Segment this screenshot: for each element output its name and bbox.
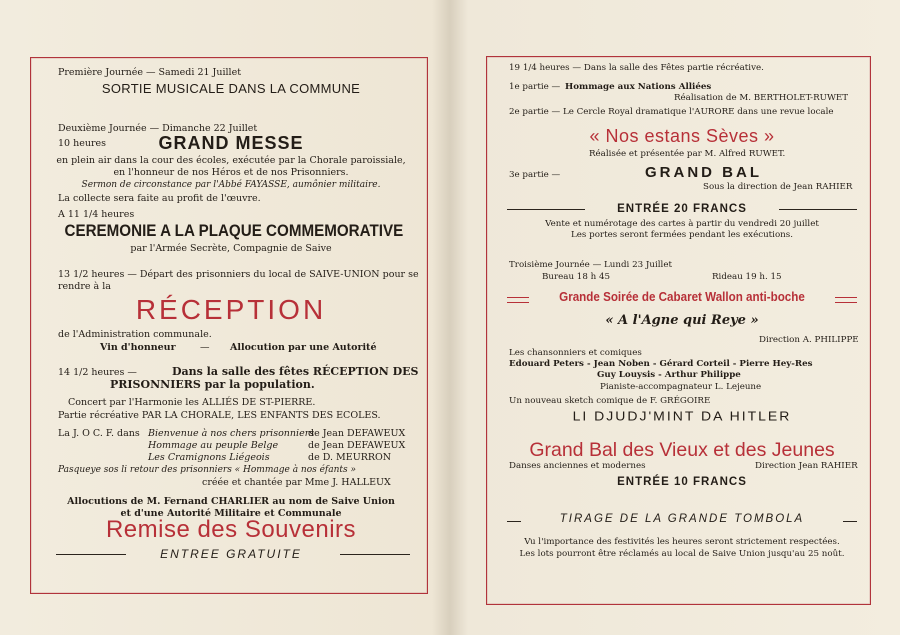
- red-double-rule: [835, 297, 857, 303]
- sketch-line: Un nouveau sketch comique de F. GRÉGOIRE: [509, 396, 711, 406]
- song-author: de D. MEURRON: [308, 452, 392, 463]
- creee-line: créée et chantée par Mme J. HALLEUX: [202, 477, 391, 488]
- collecte-line: La collecte sera faite au profit de l'œuvre.: [58, 193, 261, 204]
- vente-line-2: Les portes seront fermées pendant les exécutions.: [571, 230, 793, 240]
- day1-line: Première Journée — Samedi 21 Juillet: [58, 67, 242, 78]
- song-author: de Jean DEFAWEUX: [308, 440, 406, 451]
- performers-line-1: Edouard Peters - Jean Noben - Gérard Corteil - Pierre Hey-Res: [509, 359, 813, 369]
- hour-19-line: 19 1/4 heures — Dans la salle des Fêtes partie récréative.: [509, 63, 764, 73]
- song-title: Les Cramignons Liégeois: [148, 452, 270, 463]
- grand-bal-title: GRAND BAL: [645, 164, 762, 181]
- agne-title: « A l'Agne qui Reye »: [605, 313, 759, 328]
- partie-1-realisation: Réalisation de M. BERTHOLET-RUWET: [674, 93, 849, 103]
- vin-honneur: Vin d'honneur: [100, 342, 176, 353]
- grand-bal-direction: Sous la direction de Jean RAHIER: [703, 182, 853, 192]
- messe-desc-1: en plein air dans la cour des écoles, exécutée par la Chorale paroissiale,: [56, 155, 406, 166]
- soiree-cabaret-title: Grande Soirée de Cabaret Wallon anti-boche: [559, 290, 805, 304]
- hour-14: 14 1/2 heures —: [58, 367, 137, 378]
- nos-estans-title: « Nos estans Sèves »: [589, 126, 775, 146]
- allocutions-line-2: et d'une Autorité Militaire et Communale: [120, 508, 342, 519]
- reception-title: RÉCEPTION: [135, 294, 327, 325]
- vu-line-2: Les lots pourront être réclamés au local de Saive Union jusqu'au 25 noût.: [519, 549, 845, 559]
- divider-right: [843, 521, 857, 522]
- sortie-musicale: SORTIE MUSICALE DANS LA COMMUNE: [101, 81, 361, 96]
- bureau-time: Bureau 18 h 45: [542, 272, 611, 282]
- remise-souvenirs-title: Remise des Souvenirs: [105, 516, 357, 543]
- rideau-time: Rideau 19 h. 15: [712, 272, 782, 282]
- pianiste-line: Pianiste-accompagnateur L. Lejeune: [600, 382, 762, 392]
- pasqueye-line: Pasqueye sos li retour des prisonniers « Hommage à nos éfants »: [58, 465, 357, 475]
- tombola-title: TIRAGE DE LA GRANDE TOMBOLA: [559, 513, 805, 525]
- ten-hours: 10 heures: [58, 138, 107, 149]
- vente-line-1: Vente et numérotage des cartes à partir du vendredi 20 juillet: [545, 219, 819, 229]
- entree-10-francs: ENTRÉE 10 FRANCS: [617, 476, 747, 488]
- divider-right: [340, 554, 410, 555]
- grand-messe-title: GRAND MESSE: [158, 133, 304, 153]
- joc-line: La J. O C. F. dans: [58, 428, 140, 439]
- vu-line-1: Vu l'importance des festivités les heures seront strictement respectées.: [524, 537, 840, 547]
- divider-right: [779, 209, 857, 210]
- sermon-line: Sermon de circonstance par l'Abbé FAYASSE, aumônier militaire.: [81, 180, 381, 190]
- partie-1-label: 1e partie —: [509, 82, 561, 92]
- concert-line: Concert par l'Harmonie les ALLIÉS DE ST-PIERRE.: [68, 397, 316, 408]
- song-title: Bienvenue à nos chers prisonniers: [148, 428, 315, 439]
- partie-1-title: Hommage aux Nations Alliées: [565, 82, 712, 92]
- day3-line: Troisième Journée — Lundi 23 Juillet: [509, 260, 672, 270]
- allocution-autorite: Allocution par une Autorité: [230, 342, 377, 353]
- grand-bal-vieux-jeunes: Grand Bal des Vieux et des Jeunes: [529, 439, 835, 461]
- eleven-hours: A 11 1/4 heures: [58, 209, 135, 220]
- salle-fetes-line-1: Dans la salle des fêtes RÉCEPTION DES: [172, 365, 419, 378]
- nos-estans-realisation: Réalisée et présentée par M. Alfred RUWET.: [589, 149, 786, 159]
- administration-line: de l'Administration communale.: [58, 329, 212, 340]
- messe-desc-2: en l'honneur de nos Héros et de nos Prisonniers.: [113, 167, 349, 178]
- depart-line-2: rendre à la: [58, 281, 111, 292]
- partie-3-label: 3e partie —: [509, 170, 561, 180]
- song-author: de Jean DEFAWEUX: [308, 428, 406, 439]
- day2-line: Deuxième Journée — Dimanche 22 Juillet: [58, 123, 258, 134]
- danses-line: Danses anciennes et modernes: [509, 461, 646, 471]
- ceremonie-title: CEREMONIE A LA PLAQUE COMMEMORATIVE: [64, 222, 404, 240]
- chansonniers-line: Les chansonniers et comiques: [509, 348, 642, 358]
- direction-philippe: Direction A. PHILIPPE: [759, 335, 859, 345]
- salle-fetes-line-2: PRISONNIERS par la population.: [110, 378, 315, 391]
- song-title: Hommage au peuple Belge: [148, 440, 279, 451]
- allocutions-line-1: Allocutions de M. Fernand CHARLIER au nom de Saive Union: [67, 496, 395, 507]
- entree-gratuite: ENTREE GRATUITE: [160, 547, 302, 561]
- dash-separator: —: [200, 342, 210, 353]
- performers-line-2: Guy Louysis - Arthur Philippe: [597, 370, 741, 380]
- direction-rahier: Direction Jean RAHIER: [755, 461, 858, 471]
- entree-20-francs: ENTRÉE 20 FRANCS: [617, 203, 747, 215]
- djudjmint-title: LI DJUDJ'MINT DA HITLER: [572, 408, 792, 424]
- partie-2-line: 2e partie — Le Cercle Royal dramatique l'AURORE dans une revue locale: [509, 107, 834, 117]
- armee-secrete-line: par l'Armée Secrète, Compagnie de Saive: [130, 243, 332, 254]
- depart-line-1: 13 1/2 heures — Départ des prisonniers du local de SAIVE-UNION pour se: [58, 269, 419, 280]
- partie-recreative-line: Partie récréative PAR LA CHORALE, LES ENFANTS DES ECOLES.: [58, 410, 381, 421]
